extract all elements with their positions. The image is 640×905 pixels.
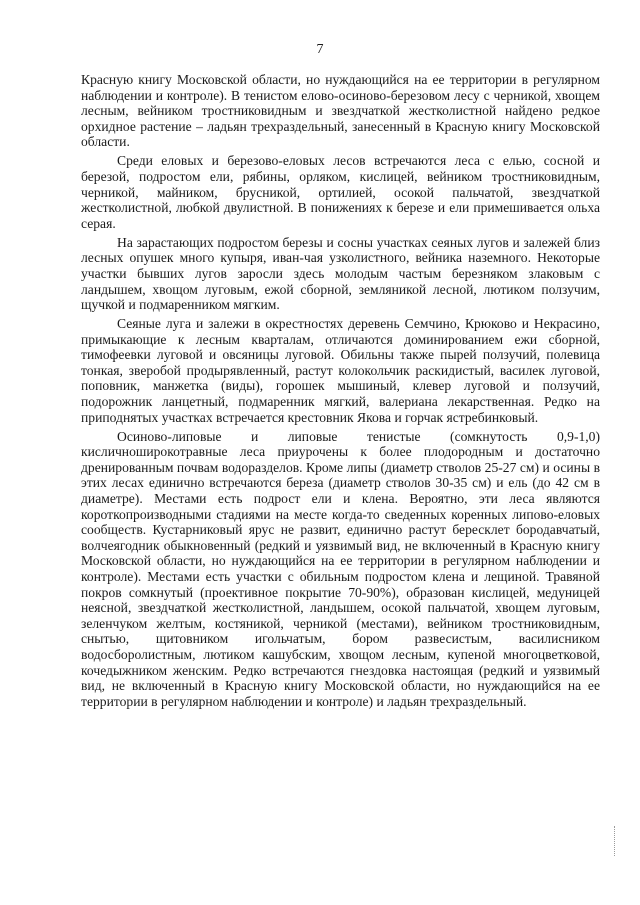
paragraph-spruce-forests: Среди еловых и березово-еловых лесов встречаются леса с елью, сосной и березой, подростом ели, рябины, орляком, кислицей, вейником тростниковидным, черникой, майником, брусникой, ортилией, осокой пальчатой, звездчаткой жестколистной, любкой двулистной. В понижениях к березе и ели примешивается ольха серая. [81, 153, 600, 231]
body-text [81, 72, 600, 709]
paragraph-overgrown-meadows: На зарастающих подростом березы и сосны участках сеяных лугов и залежей близ лесных опушек много купыря, иван-чая узколистного, вейника наземного. Некоторые участки бывших лугов заросли здесь молодым частым березняком злаковым с ландышем, хвощом луговым, ежой сборной, земляникой лесной, лютиком ползучим, щучкой и подмаренником мягким. [81, 234, 600, 313]
paragraph-continuation: Красную книгу Московской области, но нуждающийся на ее территории в регулярном наблюдении и контроле). В тенистом елово-осиново-березовом лесу с черникой, хвощем лесным, вейником тростниковидным и звездчаткой жестколистной найдено редкое орхидное растение – ладьян трехраздельный, занесенный в Красную книгу Московской области. [81, 72, 600, 150]
page-number: 7 [316, 42, 324, 57]
scan-edge-mark [614, 826, 618, 856]
paragraph-sown-meadows: Сеяные луга и залежи в окрестностях деревень Семчино, Крюково и Некрасино, примыкающие к лесным кварталам, отличаются доминированием ежи сборной, тимофеевки луговой и овсяницы луговой. Обильны также пырей ползучий, полевица тонкая, зверобой продырявленный, растут колокольчик раскидистый, василек луговой, поповник, манжетка (виды), горошек мышиный, клевер луговой и ползучий, подорожник ланцетный, подмаренник мягкий, валериана лекарственная. Редко на приподнятых участках встречается крестовник Якова и горчак ястребинковый. [81, 316, 600, 425]
paragraph-linden-forests: Осиново-липовые и липовые тенистые (сомкнутость 0,9-1,0) кисличноширокотравные леса приурочены к более плодородным и достаточно дренированным почвам водоразделов. Кроме липы (диаметр стволов 25-27 см) и осины в этих лесах единично встречаются береза (диаметр стволов 30-35 см) и ель (до 42 см в диаметре). Местами есть подрост ели и клена. Вероятно, эти леса являются короткопроизводными стадиями на месте когда-то сведенных коренных липово-еловых сообществ. Кустарниковый ярус не развит, единично растут бересклет бородавчатый, волчеягодник обыкновенный (редкий и уязвимый вид, не включенный в Красную книгу Московской области, но нуждающийся на ее территории в регулярном наблюдении и контроле). Местами есть участки с обильным подростом клена и лещиной. Травяной покров сомкнутый (проективное покрытие 70-90%), образован кислицей, медуницей неясной, звездчаткой жестколистной, ландышем, осокой пальчатой, хвощем луговым, зеленчуком желтым, костяникой, черникой (местами), вейником тростниковидным, снытью, щитовником игольчатым, бором развесистым, василисником водосборолистным, лютиком кашубским, хвощом лесным, купеной многоцветковой, кочедыжником женским. Редко встречаются гнездовка настоящая (редкий и уязвимый вид, не включенный в Красную книгу Московской области, но нуждающийся на ее территории в регулярном наблюдении и контроле) и ладьян трехраздельный. [81, 428, 600, 709]
